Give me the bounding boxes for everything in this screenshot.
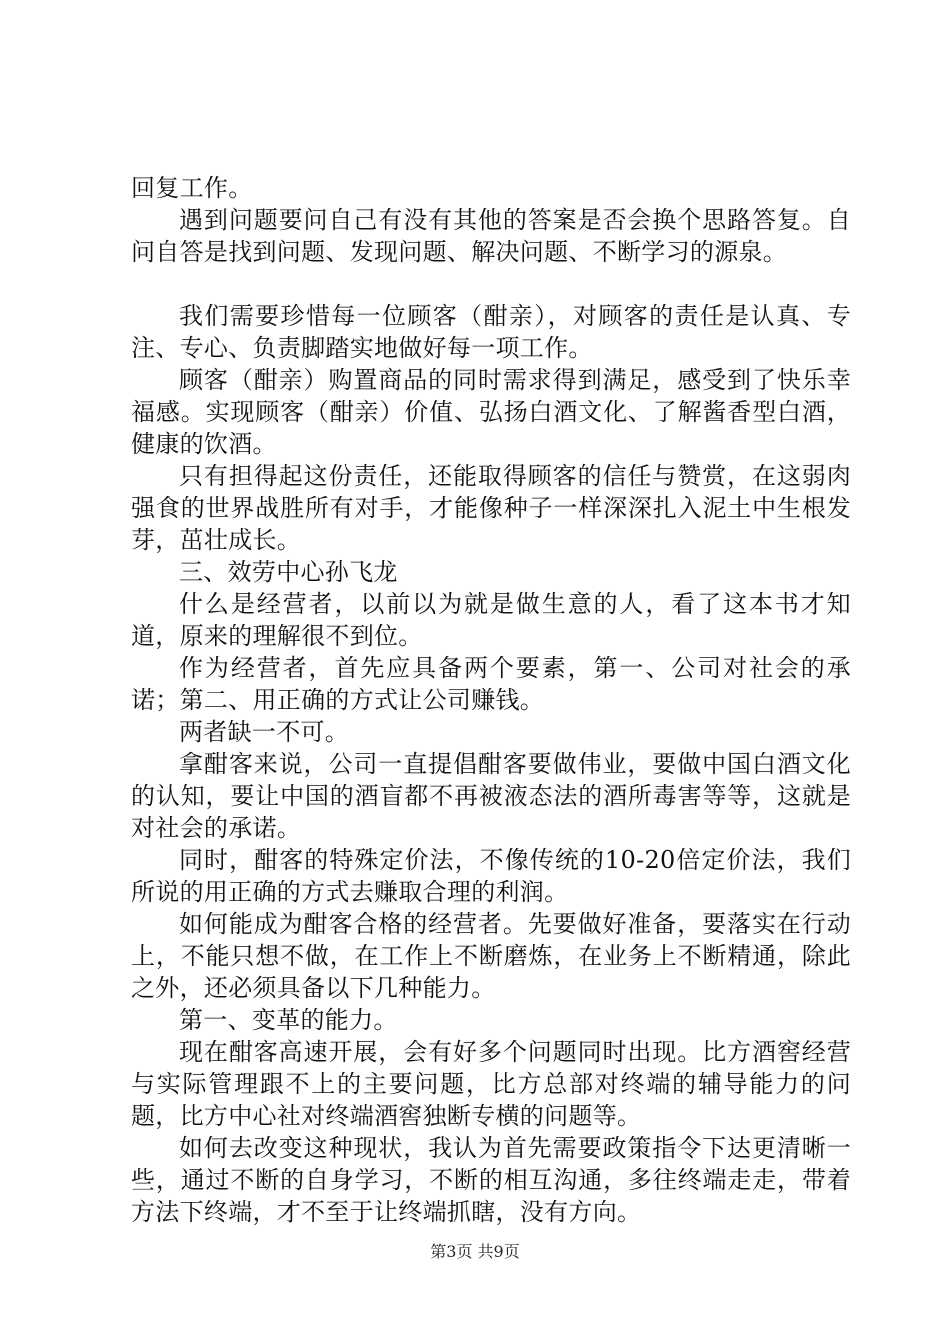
section-heading: 三、效劳中心孙飞龙 — [179, 558, 398, 586]
paragraph: 两者缺一不可。 — [179, 718, 350, 746]
paragraph: 拿酣客来说，公司一直提倡酣客要做伟业，要做中国白酒文化的认知，要让中国的酒盲都不再被液态法的酒所毒害等等，这就是对社会的承诺。 — [131, 750, 851, 842]
paragraph: 回复工作。 — [131, 174, 253, 202]
page-number-footer: 第3页 共9页 — [430, 1242, 520, 1261]
paragraph: 如何去改变这种现状，我认为首先需要政策指令下达更清晰一些，通过不断的自身学习，不断的相互沟通，多往终端走走，带着方法下终端，才不至于让终端抓瞎，没有方向。 — [131, 1134, 851, 1226]
paragraph: 作为经营者，首先应具备两个要素，第一、公司对社会的承诺；第二、用正确的方式让公司赚钱。 — [131, 654, 851, 714]
paragraph: 什么是经营者，以前以为就是做生意的人，看了这本书才知道，原来的理解很不到位。 — [131, 590, 851, 650]
subsection-heading: 第一、变革的能力。 — [179, 1006, 398, 1034]
paragraph: 我们需要珍惜每一位顾客（酣亲），对顾客的责任是认真、专注、专心、负责脚踏实地做好每一项工作。 — [131, 302, 851, 362]
document-body — [131, 172, 851, 1228]
paragraph: 顾客（酣亲）购置商品的同时需求得到满足，感受到了快乐幸福感。实现顾客（酣亲）价值、弘扬白酒文化、了解酱香型白酒，健康的饮酒。 — [131, 366, 851, 458]
paragraph: 如何能成为酣客合格的经营者。先要做好准备，要落实在行动上，不能只想不做，在工作上不断磨炼，在业务上不断精通，除此之外，还必须具备以下几种能力。 — [131, 910, 851, 1002]
paragraph: 只有担得起这份责任，还能取得顾客的信任与赞赏，在这弱肉强食的世界战胜所有对手，才能像种子一样深深扎入泥土中生根发芽，茁壮成长。 — [131, 462, 851, 554]
paragraph: 同时，酣客的特殊定价法，不像传统的10-20倍定价法，我们所说的用正确的方式去赚取合理的利润。 — [131, 846, 851, 906]
paragraph: 现在酣客高速开展，会有好多个问题同时出现。比方酒窖经营与实际管理跟不上的主要问题，比方总部对终端的辅导能力的问题，比方中心社对终端酒窖独断专横的问题等。 — [131, 1038, 851, 1130]
paragraph: 遇到问题要问自己有没有其他的答案是否会换个思路答复。自问自答是找到问题、发现问题、解决问题、不断学习的源泉。 — [131, 206, 851, 266]
